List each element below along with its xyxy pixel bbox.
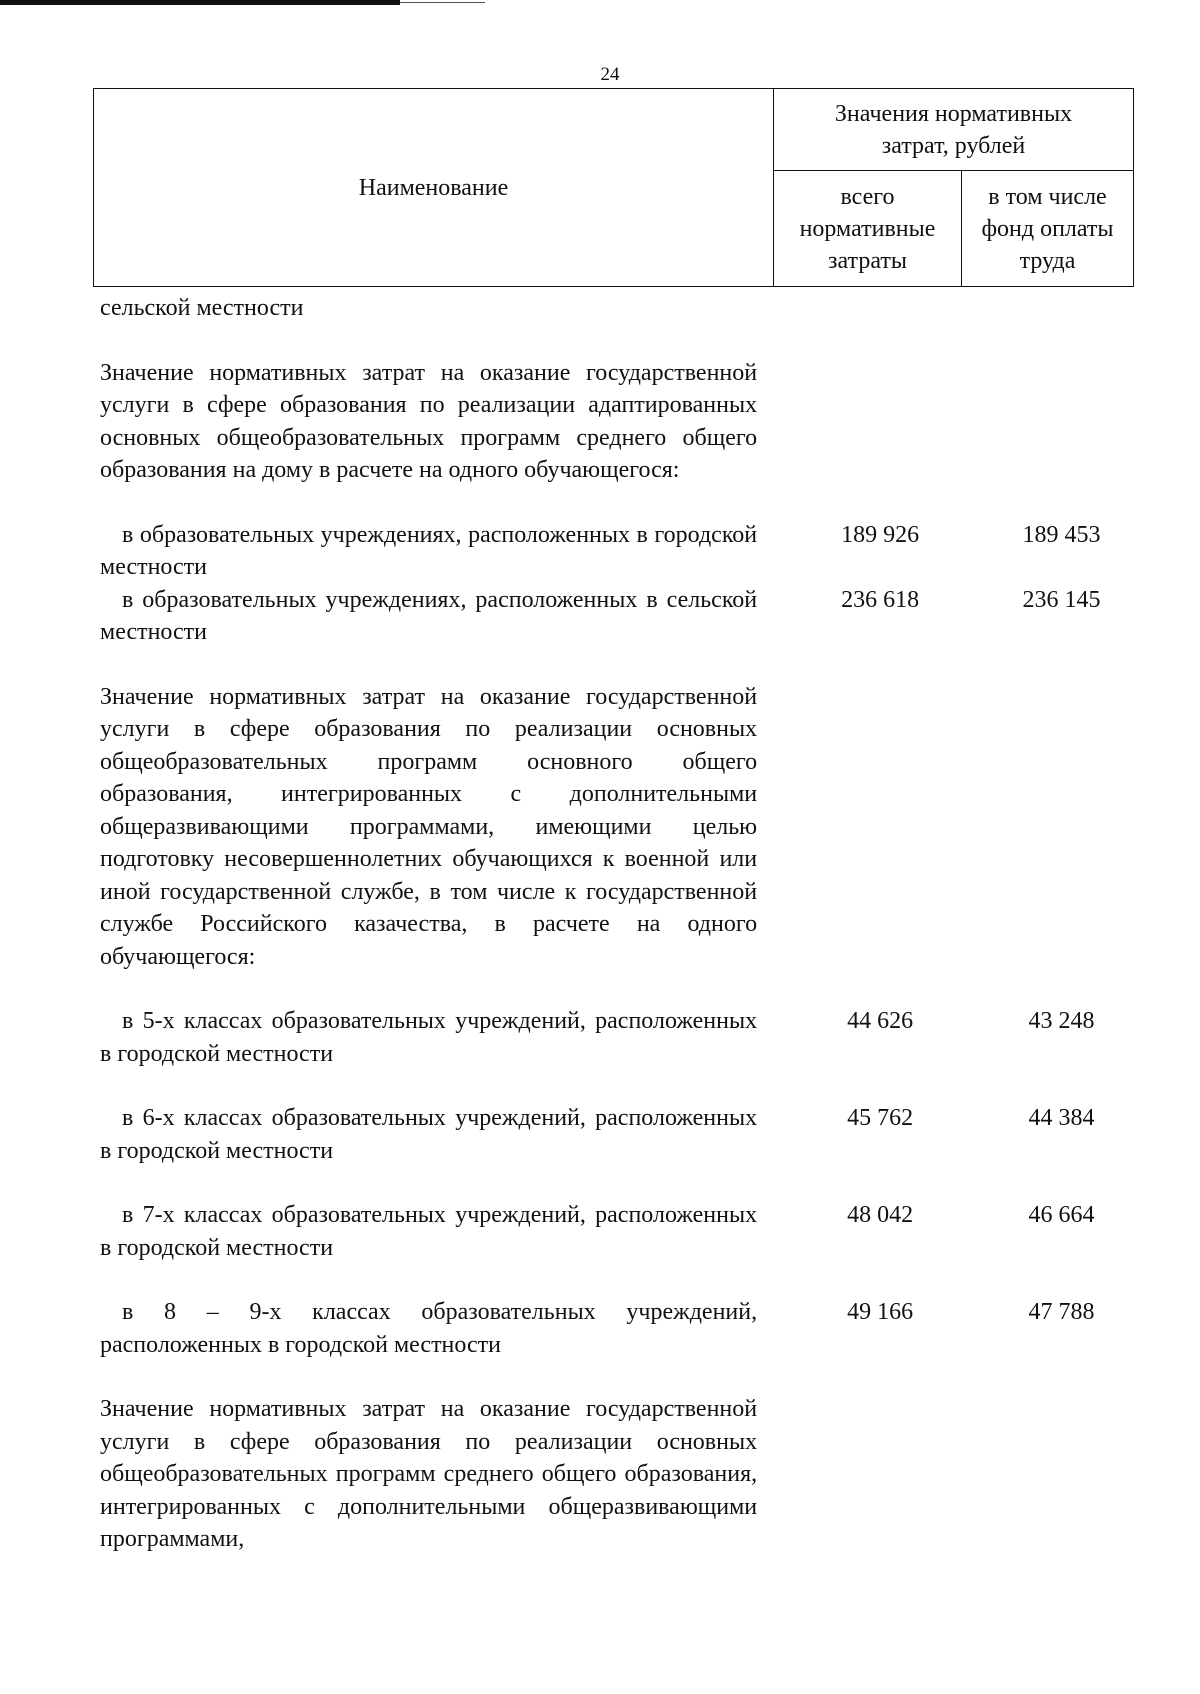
row-payroll: 189 453	[1022, 521, 1101, 548]
row-payroll: 44 384	[1028, 1105, 1095, 1131]
row-name: в 6-х классах образовательных учреждений, расположенных в городской местности	[100, 1105, 758, 1164]
header-payroll-column: в том числе фонд оплаты труда	[962, 171, 1134, 287]
row-name: в 5-х классах образовательных учреждений, расположенных в городской местности	[100, 1008, 758, 1067]
table-row	[100, 1005, 1140, 1070]
row-total: 189 926	[841, 521, 920, 548]
row-name: сельской местности	[100, 295, 304, 321]
row-total: 44 626	[847, 1008, 914, 1034]
scan-edge-bar	[0, 0, 400, 5]
table-row	[100, 1102, 1140, 1167]
row-name: в 8 – 9-х классах образовательных учреждений, расположенных в городской местности	[100, 1299, 758, 1358]
table-row	[100, 681, 1140, 974]
row-payroll: 236 145	[1022, 586, 1101, 613]
row-payroll: 43 248	[1028, 1008, 1095, 1034]
header-name-column: Наименование	[94, 89, 774, 287]
row-name: в образовательных учреждениях, расположенных в городской местности	[100, 521, 758, 580]
table-row	[100, 357, 1140, 487]
row-name: Значение нормативных затрат на оказание государственной услуги в сфере образования по реализации адаптированных основных общеобразовательных программ среднего общего образования на дому в расчете на одного обучающегося:	[100, 359, 758, 483]
row-name: в 7-х классах образовательных учреждений, расположенных в городской местности	[100, 1202, 758, 1261]
scan-edge-line	[400, 2, 485, 3]
table-row	[100, 584, 1140, 649]
table-body	[100, 292, 1140, 1556]
table-row	[100, 1199, 1140, 1264]
row-total: 45 762	[847, 1105, 914, 1131]
row-name: в образовательных учреждениях, расположенных в сельской местности	[100, 586, 758, 645]
header-total-column: всего нормативные затраты	[774, 171, 962, 287]
row-total: 236 618	[841, 586, 920, 613]
table-row	[100, 519, 1140, 584]
row-name: Значение нормативных затрат на оказание государственной услуги в сфере образования по реализации основных общеобразовательных программ среднего общего образования, интегрированных с дополнительными общеразвивающими программами,	[100, 1396, 758, 1552]
table-row	[100, 1393, 1140, 1556]
page-number: 24	[600, 64, 620, 85]
header-values-group: Значения нормативных затрат, рублей	[774, 89, 1134, 171]
row-total: 48 042	[847, 1202, 914, 1228]
row-total: 49 166	[847, 1299, 914, 1325]
row-name: Значение нормативных затрат на оказание государственной услуги в сфере образования по реализации основных общеобразовательных программ основного общего образования, интегрированных с дополнительными общеразвивающими программами, имеющими целью подготовку несовершеннолетних обучающихся к военной или иной государственной службе, в том числе к государственной службе Российского казачества, в расчете на одного обучающегося:	[100, 683, 758, 970]
table-row	[100, 292, 1140, 325]
row-payroll: 46 664	[1028, 1202, 1095, 1228]
table-row	[100, 1296, 1140, 1361]
row-payroll: 47 788	[1028, 1299, 1095, 1325]
table-header	[93, 88, 1134, 287]
